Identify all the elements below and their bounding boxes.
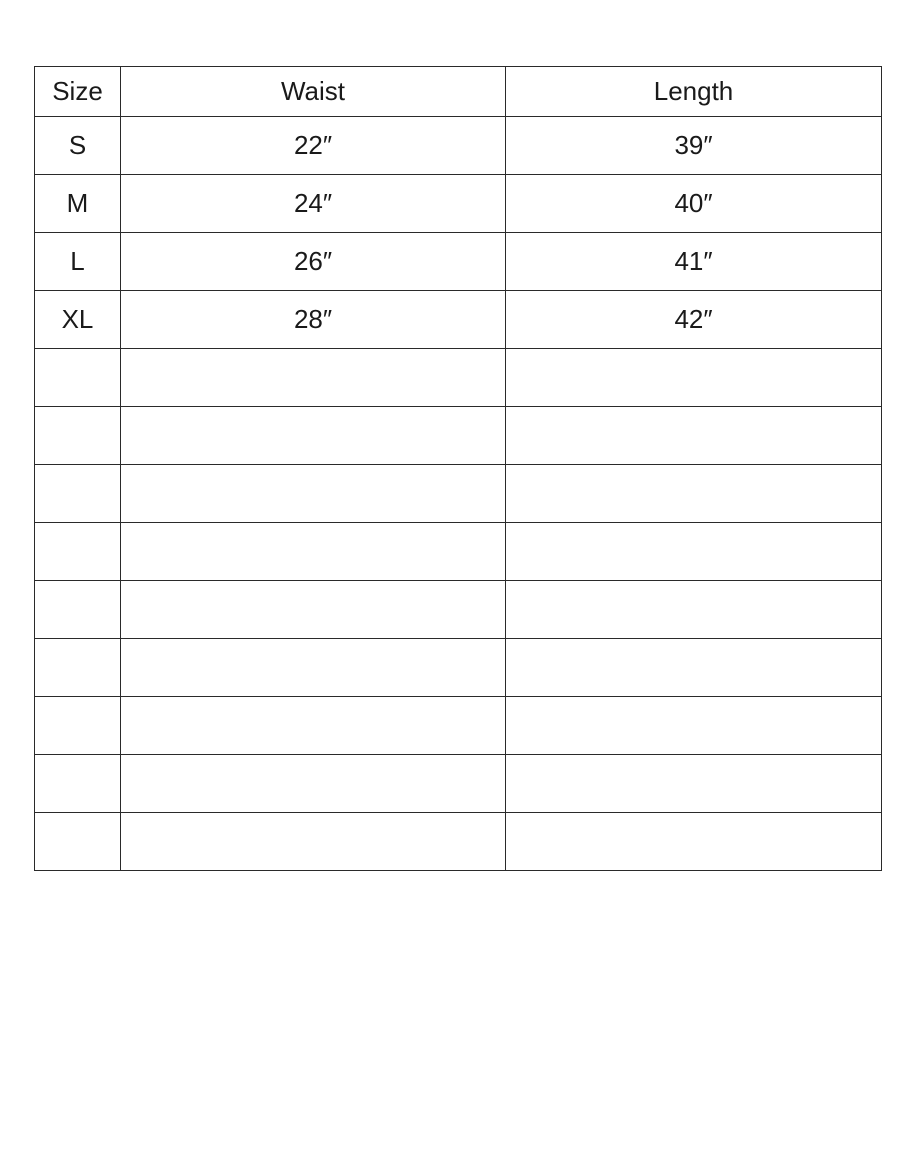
table-header [35,67,882,117]
cell-size [35,697,121,755]
cell-size: XL [35,291,121,349]
cell-waist [121,755,506,813]
cell-length [506,581,882,639]
header-size: Size [35,67,121,117]
header-length: Length [506,67,882,117]
table-body [35,117,882,871]
cell-size [35,581,121,639]
cell-waist [121,523,506,581]
table-row [35,407,882,465]
cell-waist [121,407,506,465]
cell-length [506,813,882,871]
cell-length [506,465,882,523]
cell-waist: 22″ [121,117,506,175]
cell-size [35,465,121,523]
table-row [35,755,882,813]
cell-length [506,697,882,755]
cell-length [506,755,882,813]
cell-length [506,349,882,407]
cell-waist: 24″ [121,175,506,233]
table-row [35,813,882,871]
cell-length: 39″ [506,117,882,175]
cell-size [35,523,121,581]
table-row [35,117,882,175]
table-row [35,349,882,407]
cell-size [35,349,121,407]
table-row [35,175,882,233]
cell-size: S [35,117,121,175]
cell-waist [121,639,506,697]
table-row [35,581,882,639]
cell-length [506,407,882,465]
cell-length: 42″ [506,291,882,349]
table-row [35,697,882,755]
cell-waist: 26″ [121,233,506,291]
cell-size [35,755,121,813]
cell-length: 40″ [506,175,882,233]
size-chart-table [34,66,882,871]
table-row [35,465,882,523]
cell-waist: 28″ [121,291,506,349]
cell-waist [121,813,506,871]
header-waist: Waist [121,67,506,117]
cell-length [506,639,882,697]
cell-waist [121,349,506,407]
header-row [35,67,882,117]
cell-waist [121,581,506,639]
table-row [35,523,882,581]
table-row [35,233,882,291]
cell-size [35,639,121,697]
cell-size [35,813,121,871]
cell-waist [121,465,506,523]
cell-length: 41″ [506,233,882,291]
cell-size: L [35,233,121,291]
cell-waist [121,697,506,755]
cell-size: M [35,175,121,233]
table-row [35,291,882,349]
cell-size [35,407,121,465]
cell-length [506,523,882,581]
table-row [35,639,882,697]
